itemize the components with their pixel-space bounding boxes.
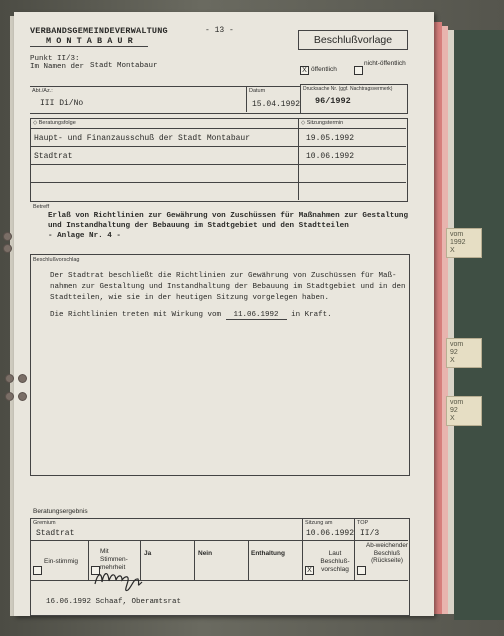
- subject-label: Betreff: [33, 204, 50, 210]
- doc-type: Beschlußvorlage: [313, 34, 393, 46]
- tab-text: X: [450, 357, 455, 364]
- meeting-label: Sitzung am: [305, 520, 333, 526]
- punch-hole: [18, 374, 27, 383]
- doc-type-box: [298, 30, 408, 50]
- divider: [30, 182, 406, 183]
- paper-stack: [448, 30, 454, 614]
- punch-hole: [3, 244, 12, 253]
- divider: [248, 540, 249, 580]
- divider: [354, 540, 355, 580]
- paper-stack: [434, 22, 442, 614]
- tab-text: X: [450, 415, 455, 422]
- tab-text: 92: [450, 349, 458, 356]
- divider: [298, 118, 299, 200]
- divider: [30, 128, 406, 129]
- result-label: Beratungsergebnis: [33, 508, 88, 515]
- divider: [30, 164, 406, 165]
- meeting-date-label-text: Sitzungstermin: [306, 120, 344, 126]
- nonpublic-label: nicht-öffentlich: [364, 60, 406, 67]
- authority-city: M O N T A B A U R: [46, 36, 133, 46]
- proposal-text: Der Stadtrat beschließt die Richtlinien zur Gewährung von Zuschüssen für Maß-: [50, 272, 397, 280]
- city-name: Stadt Montabaur: [90, 62, 158, 70]
- majority-label: Mit Stimmen-mehrheit: [100, 548, 128, 571]
- dept-value: III Di/No: [40, 99, 84, 108]
- yes-label: Ja: [144, 550, 152, 557]
- item-reference: Punkt II/3:: [30, 55, 80, 63]
- punch-hole: [5, 392, 14, 401]
- divider: [30, 540, 408, 541]
- deviating-label: Ab-weichender Beschluß (Rückseite): [366, 542, 409, 564]
- as-proposed-label: Laut Beschluß-vorschlag: [320, 550, 350, 573]
- punch-hole: [3, 232, 12, 241]
- page-number: - 13 -: [205, 26, 234, 35]
- divider: [30, 46, 148, 47]
- proposal-text: Stadtteilen, wie sie in der heutigen Sitzung vorgelegen haben.: [50, 294, 330, 302]
- checkbox-mark: X: [302, 67, 307, 74]
- index-tab[interactable]: [446, 338, 482, 368]
- printmatter-box: [300, 84, 408, 114]
- divider: [302, 540, 303, 580]
- divider: [194, 540, 195, 580]
- tab-text: vom: [450, 231, 464, 238]
- divider: [30, 146, 406, 147]
- abstain-label: Enthaltung: [251, 550, 285, 557]
- proposal-text: nahmen zur Gestaltung und Instandhaltung der Bebauung im Stadtgebiet und in den: [50, 283, 406, 291]
- binder-cover: [454, 30, 504, 620]
- printmatter-number: 96/1992: [315, 96, 351, 106]
- no-label: Nein: [198, 550, 213, 557]
- divider: [30, 580, 408, 581]
- date-value: 15.04.1992: [252, 100, 301, 109]
- on-behalf-label: Im Namen der: [30, 63, 85, 71]
- divider: [88, 540, 89, 580]
- consultation-date: 10.06.1992: [306, 152, 355, 161]
- checkbox-mark: X: [307, 567, 312, 574]
- handwritten-signature: [92, 566, 148, 594]
- effective-text: in Kraft.: [291, 311, 332, 319]
- sequence-label-text: Beratungsfolge: [38, 120, 76, 126]
- tab-text: 92: [450, 407, 458, 414]
- printmatter-label: Drucksache Nr. (ggf. Nachtragsvermerk): [303, 86, 393, 92]
- index-tab[interactable]: [446, 228, 482, 258]
- subject-line: - Anlage Nr. 4 -: [48, 232, 121, 240]
- authority-name: VERBANDSGEMEINDEVERWALTUNG: [30, 26, 168, 36]
- subject-line: Erlaß von Richtlinien zur Gewährung von Zuschüssen für Maßnahmen zur Gestaltung: [48, 212, 409, 220]
- effective-date: 11.06.1992: [226, 311, 287, 320]
- unanimous-checkbox[interactable]: [33, 566, 42, 575]
- top-value: II/3: [360, 529, 380, 538]
- punch-hole: [18, 392, 27, 401]
- tab-text: vom: [450, 399, 464, 406]
- dept-label: Abt./Az.:: [32, 88, 53, 94]
- top-label: TOP: [357, 520, 369, 526]
- divider: [302, 518, 303, 540]
- subject-line: und Instandhaltung der Bebauung im Stadtgebiet und den Stadtteilen: [48, 222, 349, 230]
- sequence-label: ◇ Beratungsfolge: [33, 120, 76, 126]
- divider: [354, 518, 355, 540]
- as-proposed-checkbox[interactable]: [305, 566, 314, 575]
- nonpublic-checkbox[interactable]: [354, 66, 363, 75]
- index-tab[interactable]: [446, 396, 482, 426]
- consultation-date: 19.05.1992: [306, 134, 355, 143]
- public-label: öffentlich: [311, 66, 337, 73]
- body-label: Gremium: [33, 520, 56, 526]
- unanimous-label: Ein-stimmig: [44, 558, 78, 565]
- date-label: Datum: [249, 88, 266, 94]
- divider: [246, 86, 247, 112]
- meeting-value: 10.06.1992: [306, 529, 355, 538]
- deviating-checkbox[interactable]: [357, 566, 366, 575]
- proposal-text: [50, 311, 332, 320]
- consultation-body: Haupt- und Finanzausschuß der Stadt Montabaur: [34, 134, 251, 143]
- punch-hole: [5, 374, 14, 383]
- meeting-date-label: ◇ Sitzungstermin: [301, 120, 344, 126]
- proposal-label: Beschlußvorschlag: [33, 257, 80, 263]
- consultation-body: Stadtrat: [34, 152, 73, 161]
- tab-text: 1992: [450, 239, 466, 246]
- effective-text: Die Richtlinien treten mit Wirkung vom: [50, 311, 222, 319]
- tab-text: vom: [450, 341, 464, 348]
- body-value: Stadtrat: [36, 529, 75, 538]
- public-checkbox[interactable]: [300, 66, 309, 75]
- tab-text: X: [450, 247, 455, 254]
- signature-line: 16.06.1992 Schaaf, Oberamtsrat: [46, 598, 182, 606]
- paper-stack: [442, 26, 448, 614]
